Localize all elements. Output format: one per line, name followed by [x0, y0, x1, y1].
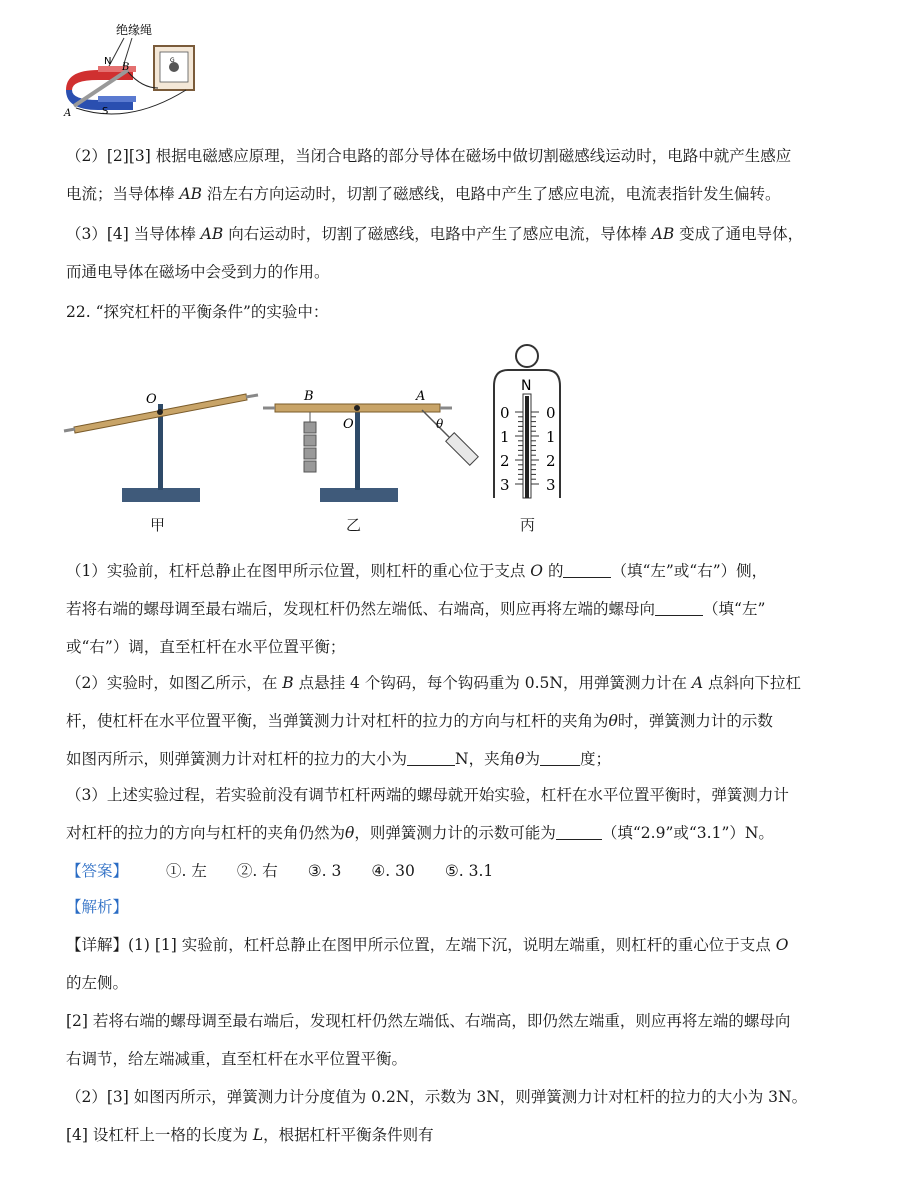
q2-line-2: [66, 702, 852, 740]
q2-b: B: [282, 674, 294, 692]
q3-blank[interactable]: [556, 823, 602, 840]
explain-3-ab-2: AB: [651, 225, 675, 243]
detail-l: L: [252, 1126, 264, 1144]
lever-yi: [263, 389, 478, 502]
detail-block: [66, 926, 852, 1154]
bing-left-2: 2: [500, 452, 510, 470]
lever-jia: [64, 392, 258, 502]
answer-item-1: ①. 左: [166, 862, 207, 880]
q2-text-c: 点斜向下拉杠: [703, 674, 802, 692]
q2-text-e: 时，弹簧测力计的示数: [617, 712, 773, 730]
q2-text-b: 点悬挂 4 个钩码，每个钩码重为 0.5N，用弹簧测力计在: [293, 674, 692, 692]
spring-scale-bing: [494, 345, 560, 498]
north-pole-label: N: [104, 56, 112, 67]
explain-2-text-b: 沿左右方向运动时，切割了磁感线，电路中产生了感应电流，电流表指针发生偏转。: [202, 185, 781, 203]
bing-right-3: 3: [546, 476, 556, 494]
jia-o-label: O: [146, 392, 157, 407]
caption-yi: 乙: [346, 516, 362, 534]
jia-pivot: [157, 409, 163, 415]
q2-text-d: 杆，使杠杆在水平位置平衡，当弹簧测力计对杠杆的拉力的方向与杠杆的夹角为: [66, 712, 609, 730]
explain-2-line-1: （2）[2][3] 根据电磁感应原理，当闭合电路的部分导体在磁场中做切割磁感线运动时，电路中就产生感应: [66, 147, 792, 165]
weight-1: [304, 422, 316, 433]
explain-3-text-a: （3）[4] 当导体棒: [66, 225, 201, 243]
q3-text-c: （填“2.9”或“3.1”）N。: [601, 824, 774, 842]
q3-text-b: ，则弹簧测力计的示数可能为: [354, 824, 556, 842]
q1-text-b: 的: [543, 562, 564, 580]
detail-line-5: （2）[3] 如图丙所示，弹簧测力计分度值为 0.2N，示数为 3N，则弹簧测力计对杠杆的拉力的大小为 3N。: [66, 1088, 808, 1106]
question-22-title-text: 22. “探究杠杆的平衡条件”的实验中：: [66, 303, 329, 321]
detail-text-b: [4] 设杠杆上一格的长度为: [66, 1126, 253, 1144]
q2-a: A: [691, 674, 704, 692]
answer-item-5: ⑤. 3.1: [444, 862, 494, 880]
answer-item-3: ③. 3: [307, 862, 342, 880]
q1-line-3: 或“右”）调，直至杠杆在水平位置平衡；: [66, 638, 346, 656]
explain-3-ab-1: AB: [200, 225, 224, 243]
weight-4: [304, 461, 316, 472]
detail-line-2: 的左侧。: [66, 974, 129, 992]
q2-text-g: N，夹角: [455, 750, 516, 768]
q3-theta: θ: [345, 824, 355, 842]
detail-line-4: 右调节，给左端减重，直至杠杆在水平位置平衡。: [66, 1050, 408, 1068]
bing-right-1: 1: [546, 428, 556, 446]
yi-base: [320, 488, 398, 502]
answer-item-4: ④. 30: [371, 862, 415, 880]
bing-indicator: [525, 396, 529, 498]
detail-line-3: [2] 若将右端的螺母调至最右端后，发现杠杆仍然左端低、右端高，即仍然左端重，则应再将左端的螺母向: [66, 1012, 791, 1030]
q1-text-a: （1）实验前，杠杆总静止在图甲所示位置，则杠杆的重心位于支点: [66, 562, 531, 580]
detail-text-a: 【详解】(1) [1] 实验前，杠杆总静止在图甲所示位置，左端下沉，说明左端重，则杠杆的重心位于支点: [66, 936, 776, 954]
explain-3-line-1: [66, 215, 852, 253]
galvanometer-g-label: G: [170, 57, 175, 64]
q1-text-c: （填“左”或“右”）侧，: [611, 562, 768, 580]
q1-line-1: [66, 552, 852, 590]
answer-row: [66, 852, 852, 890]
q2-blank-1[interactable]: [407, 749, 455, 766]
south-pole-label: S: [102, 106, 109, 117]
q1-text-d: 若将右端的螺母调至最右端后，发现杠杆仍然左端低、右端高，则应再将左端的螺母向: [66, 600, 656, 618]
q2-theta-2: θ: [515, 750, 525, 768]
q1-o: O: [530, 562, 544, 580]
bing-right-2: 2: [546, 452, 556, 470]
detail-o: O: [775, 936, 789, 954]
jia-base: [122, 488, 200, 502]
q2-blank-2[interactable]: [540, 749, 580, 766]
yi-a-label: A: [416, 389, 426, 404]
bing-n-label: N: [521, 378, 532, 394]
lever-experiment-figure: [60, 340, 580, 540]
explain-part-3: [66, 215, 852, 291]
analysis-tag-text: 【解析】: [66, 898, 129, 916]
magnet-bottom-face: [98, 96, 136, 102]
detail-line-6: [66, 1116, 852, 1154]
caption-jia: 甲: [150, 516, 166, 534]
q3-line-1: （3）上述实验过程，若实验前没有调节杠杆两端的螺母就开始实验，杠杆在水平位置平衡时，弹簧测力计: [66, 786, 789, 804]
yi-pivot: [354, 405, 360, 411]
yi-o-label: O: [343, 417, 354, 432]
point-a-label: A: [64, 108, 72, 119]
q3-line-2: [66, 814, 852, 852]
explain-part-2: [66, 137, 852, 213]
q2-theta: θ: [608, 712, 618, 730]
question-part-3: [66, 776, 852, 852]
explain-2-text-a: 电流；当导体棒: [66, 185, 180, 203]
q2-text-f: 如图丙所示，则弹簧测力计对杠杆的拉力的大小为: [66, 750, 408, 768]
bing-ring: [516, 345, 538, 367]
weight-3: [304, 448, 316, 459]
analysis-tag: [66, 888, 852, 926]
yi-theta-label: θ: [436, 417, 444, 431]
explain-3-text-b: 向右运动时，切割了磁感线，电路中产生了感应电流，导体棒: [223, 225, 652, 243]
bing-left-1: 1: [500, 428, 510, 446]
yi-b-label: B: [304, 389, 314, 404]
bing-right-0: 0: [546, 404, 556, 422]
explain-2-line-2: [66, 175, 852, 213]
yi-stand: [355, 404, 360, 490]
q2-line-3: [66, 740, 852, 778]
caption-bing: 丙: [520, 516, 536, 534]
q3-text-a: 对杠杆的拉力的方向与杠杆的夹角仍然为: [66, 824, 346, 842]
bing-left-0: 0: [500, 404, 510, 422]
explain-2-ab: AB: [179, 185, 203, 203]
jia-screw-right: [246, 395, 258, 397]
q1-blank-1[interactable]: [563, 561, 611, 578]
spring-scale-yi: [446, 433, 479, 466]
question-part-1: [66, 552, 852, 666]
detail-text-c: ，根据杠杆平衡条件则有: [263, 1126, 434, 1144]
question-part-2: [66, 664, 852, 778]
q1-line-2: [66, 590, 852, 628]
answer-item-2: ②. 右: [236, 862, 278, 880]
q1-text-e: （填“左”: [703, 600, 766, 618]
insulation-rope-label: 绝缘绳: [116, 23, 153, 37]
q1-blank-2[interactable]: [655, 599, 703, 616]
weight-2: [304, 435, 316, 446]
q2-text-a: （2）实验时，如图乙所示，在: [66, 674, 283, 692]
q2-line-1: [66, 664, 852, 702]
point-b-label: B: [122, 62, 130, 73]
explain-3-line-2: 而通电导体在磁场中会受到力的作用。: [66, 263, 330, 281]
detail-line-1: [66, 926, 852, 964]
explain-3-text-c: 变成了通电导体，: [674, 225, 804, 243]
q2-text-h: 为: [524, 750, 540, 768]
electromagnetic-induction-figure: [58, 18, 208, 128]
bing-left-3: 3: [500, 476, 510, 494]
jia-screw-left: [64, 429, 75, 431]
answer-line: [66, 852, 822, 890]
answer-tag: 【答案】: [66, 862, 129, 880]
question-22-title: [66, 293, 852, 331]
q2-text-i: 度；: [579, 750, 611, 768]
